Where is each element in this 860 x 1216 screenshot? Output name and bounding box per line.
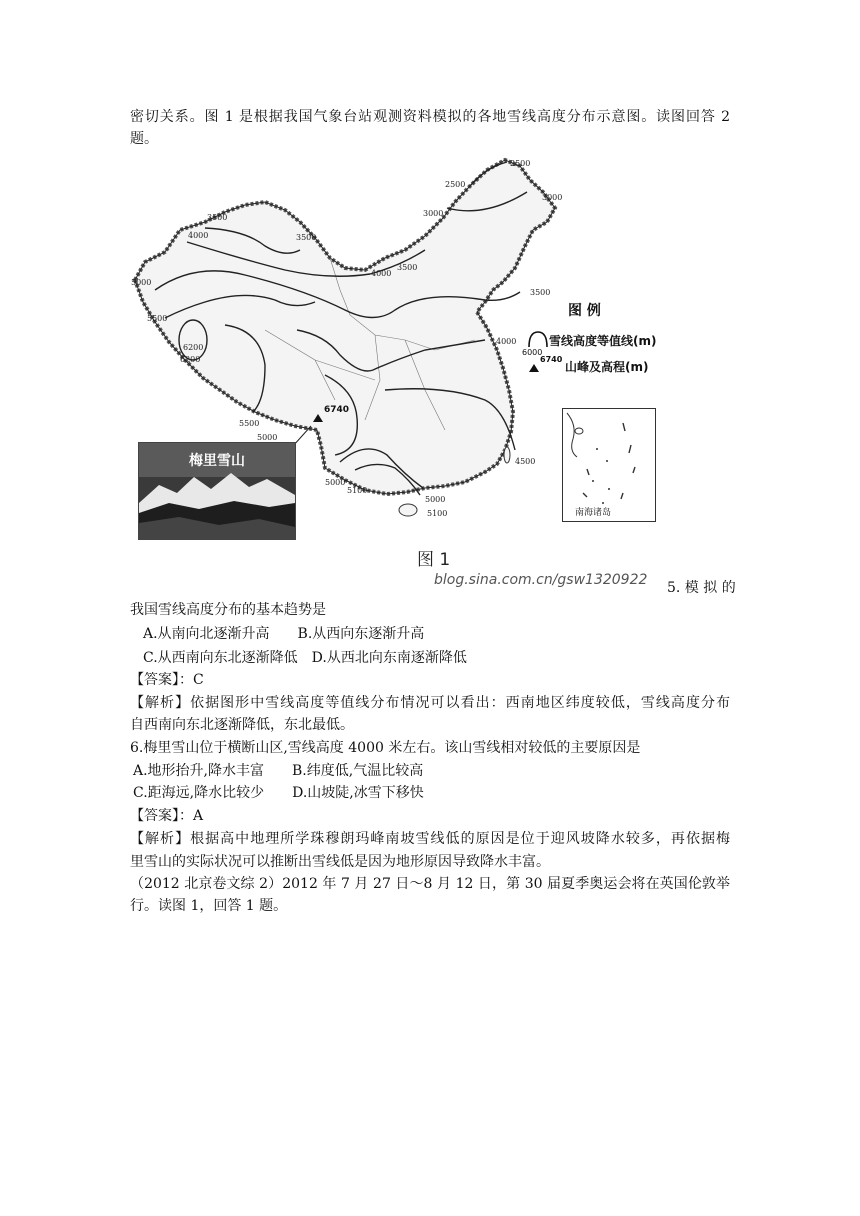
q6-analysis-1: 【解析】根据高中地理所学珠穆朗玛峰南坡雪线低的原因是位于迎风坡降水较多，再依据梅 [130, 831, 730, 847]
contour-label: 2500 [445, 180, 466, 189]
figure-caption: 图 1 [417, 550, 451, 570]
taiwan-island [504, 447, 510, 463]
photo-title: 梅里雪山 [189, 453, 245, 469]
inset-label: 南海诸岛 [575, 508, 612, 518]
contour-label: 5000 [257, 433, 278, 442]
contour-label: 3500 [397, 263, 418, 272]
legend-peak-label: 山峰及高程(m) [565, 360, 649, 374]
contour-label: 5100 [347, 486, 368, 495]
q6-answer: 【答案】：A [130, 808, 204, 824]
contour-label: 3000 [542, 193, 563, 202]
q5-answer: 【答案】：C [130, 672, 204, 688]
intro-line-2: 题。 [130, 131, 158, 147]
peak-legend-icon [529, 364, 539, 372]
contour-label: 5000 [131, 278, 152, 287]
contour-label: 3000 [423, 209, 444, 218]
contour-label: 5000 [425, 495, 446, 504]
q5-stem: 我国雪线高度分布的基本趋势是 [130, 602, 326, 618]
q5-analysis-2: 自西南向东北逐渐降低，东北最低。 [130, 717, 354, 733]
contour-label: 2500 [510, 159, 531, 168]
next-question-line-1: （2012 北京卷文综 2）2012 年 7 月 27 日～8 月 12 日，第 30 届夏季奥运会将在英国伦敦举 [130, 876, 730, 892]
q6-analysis-2: 里雪山的实际状况可以推断出雪线低是因为地形原因导致降水丰富。 [130, 854, 550, 870]
contour-label: 5500 [147, 314, 168, 323]
hainan-island [399, 504, 417, 516]
snowline-map-figure [125, 150, 660, 570]
contour-label: 6200 [183, 343, 204, 352]
q6-options-row1: A.地形抬升,降水丰富 B.纬度低,气温比较高 [133, 763, 424, 779]
blog-watermark: blog.sina.com.cn/gsw1320922 [434, 572, 648, 588]
q5-options-row1: A.从南向北逐渐升高 B.从西向东逐渐升高 [143, 626, 425, 642]
next-question-line-2: 行。读图 1，回答 1 题。 [130, 898, 288, 914]
contour-label: 4500 [515, 457, 536, 466]
meili-snow-mountain-photo [138, 442, 296, 540]
intro-line-1: 密切关系。图 1 是根据我国气象台站观测资料模拟的各地雪线高度分布示意图。读图回答 2 [130, 109, 730, 125]
contour-label: 3500 [207, 213, 228, 222]
contour-legend-icon [529, 332, 547, 347]
legend-contour-label: 雪线高度等值线(m) [549, 334, 657, 348]
contour-label: 4000 [371, 269, 392, 278]
contour-label: 5000 [325, 478, 346, 487]
contour-label: 4000 [496, 337, 517, 346]
q5-options-row2: C.从西南向东北逐渐降低 D.从西北向东南逐渐降低 [143, 650, 467, 666]
south-china-sea-inset [562, 408, 656, 522]
contour-label: 6200 [180, 355, 201, 364]
q5-number-tail: 5. 模 拟 的 [667, 580, 736, 596]
legend-title: 图 例 [568, 303, 601, 319]
contour-label: 3500 [296, 233, 317, 242]
legend-contour-sample: 6000 [522, 348, 543, 357]
q5-analysis-1: 【解析】依据图形中雪线高度等值线分布情况可以看出：西南地区纬度较低，雪线高度分布 [130, 695, 730, 711]
contour-label: 5100 [427, 509, 448, 518]
legend-peak-sample: 6740 [540, 355, 563, 364]
q6-options-row2: C.距海远,降水比较少 D.山坡陡,冰雪下移快 [133, 785, 424, 801]
contour-label: 4000 [188, 231, 209, 240]
q6-stem: 6.梅里雪山位于横断山区,雪线高度 4000 米左右。该山雪线相对较低的主要原因是 [130, 740, 641, 756]
contour-label: 5500 [239, 419, 260, 428]
peak-elevation: 6740 [324, 405, 350, 415]
contour-label: 3500 [530, 288, 551, 297]
